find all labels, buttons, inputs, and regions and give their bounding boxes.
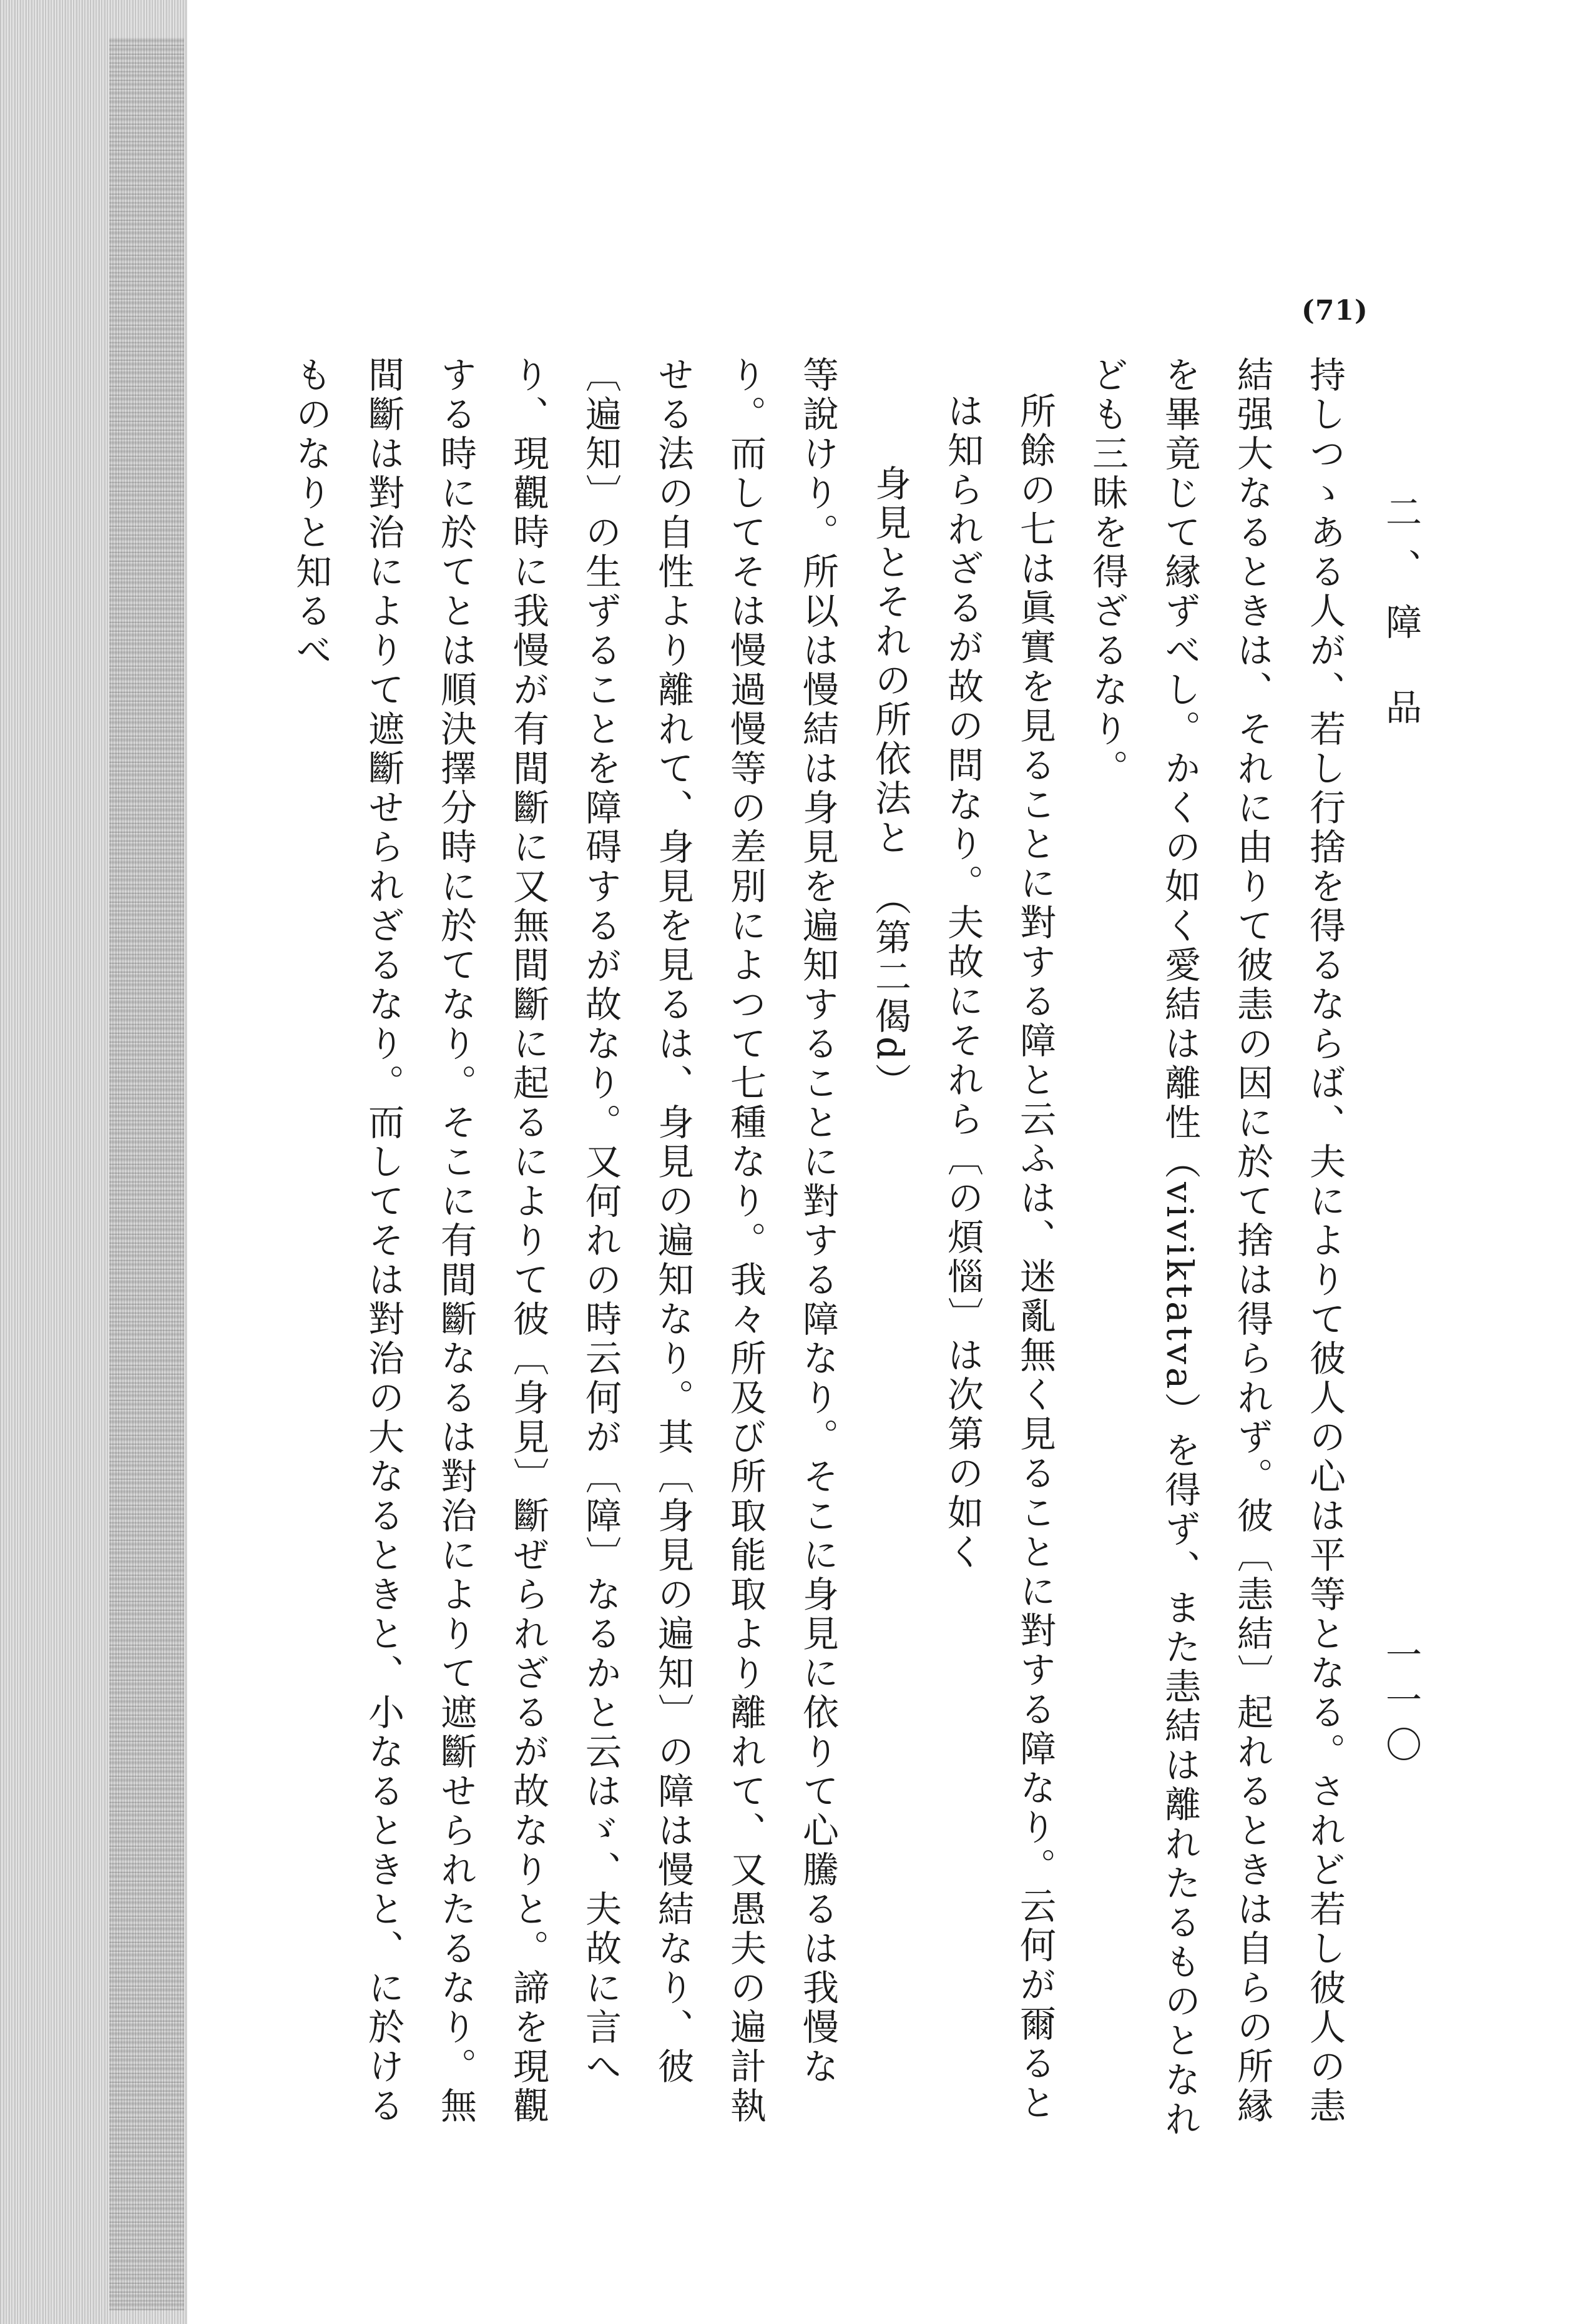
chapter-title: 二、障 品 — [1379, 493, 1422, 744]
paragraph-3: 等說けり。所以は慢結は身見を遍知することに對する障なり。そこに身見に依りて心騰るは我慢なり。而してそは慢過慢等の差別によつて七種なり。我々所及び所取能取より離れて、又愚夫の遍計執せる法の自性より離れて、身見を見るは、身見の遍知なり。其〔身見の遍知〕の障は慢結なり、彼〔遍知〕の生ずることを障碍するが故なり。又何れの時云何が〔障〕なるかと云はゞ、夫故に言へり、現觀時に我慢が有間斷に又無間斷に起るによりて彼〔身見〕斷ぜられざるが故なりと。諦を現觀する時に於てとは順決擇分時に於てなり。そこに有間斷なるは對治によりて遮斷せられたるなり。無間斷は對治によりて遮斷せられざるなり。而してそは對治の大なるときと、小なるときと、に於けるものなりと知るべ — [290, 356, 839, 2126]
page-number-kanji: 一一〇 — [1379, 1636, 1422, 1771]
verse-quote: 身見とそれの所依法と （第二偈d） — [869, 465, 911, 1103]
body-text — [175, 356, 1361, 2142]
paragraph-2: 所餘の七は眞實を見ることに對する障と云ふは、迷亂無く見ることに對する障なり。云何が爾ると は知られざるが故の問なり。夫故にそれら〔の煩惱〕は次第の如く — [941, 392, 1056, 2123]
page-number: (71) — [1301, 295, 1368, 327]
paragraph-1: 持しつゝある人が、若し行捨を得るならば、夫によりて彼人の心は平等となる。されど若し彼人の恚結强大なるときは、それに由りて彼恚の因に於て捨は得られず。彼〔恚結〕起れるときは自らの所縁を畢竟じて縁ずべし。かくの如く愛結は離性（viviktatva）を得ず、また恚結は離れたるものとなれども三昧を得ざるなり。 — [1086, 356, 1346, 2140]
scan-edge-noise — [109, 37, 184, 2310]
